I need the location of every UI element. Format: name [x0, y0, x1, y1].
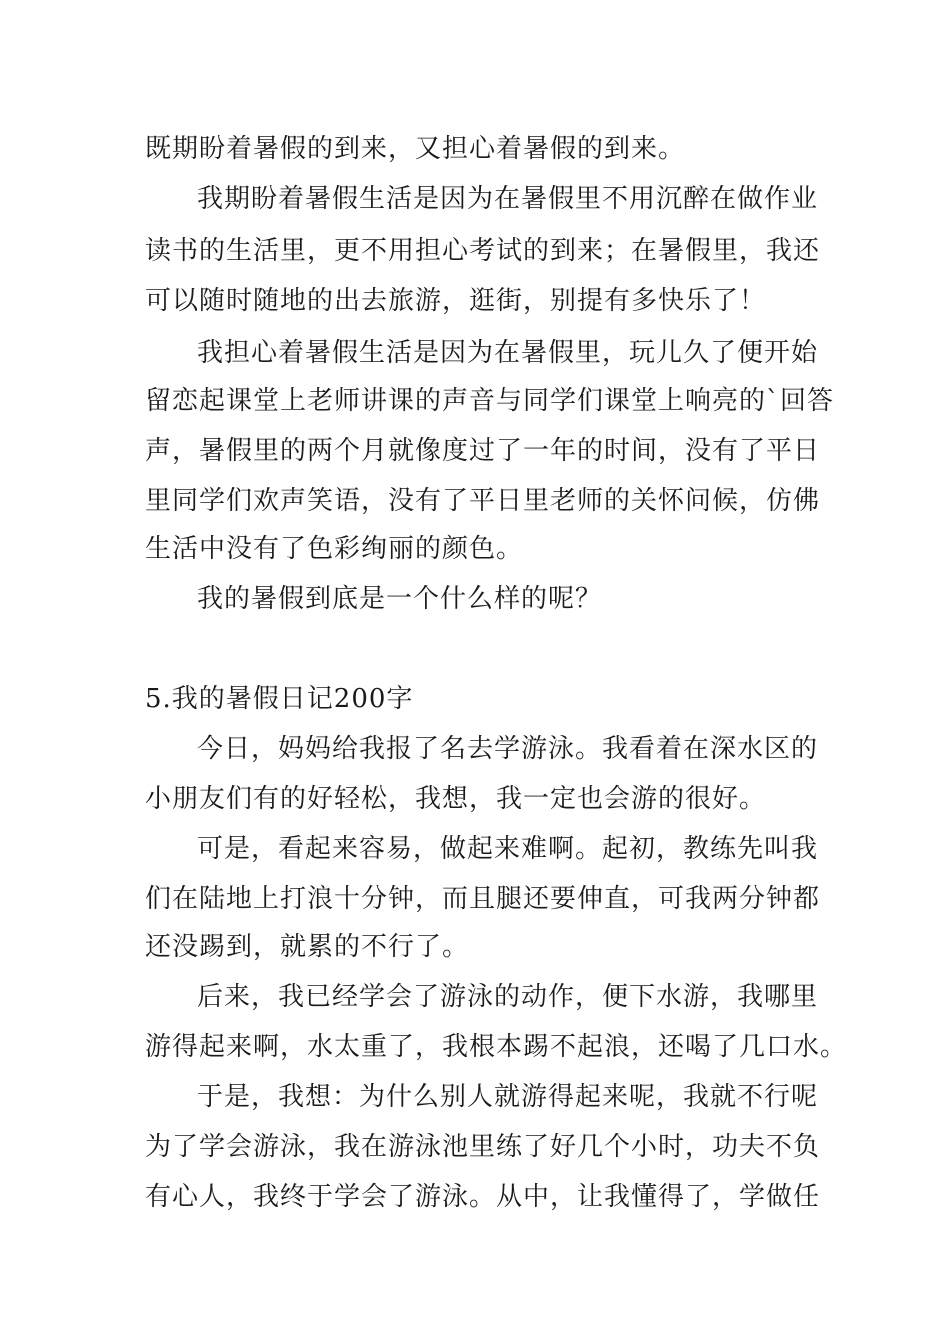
text-line-14: 可是，看起来容易，做起来难啊。起初，教练先叫我: [197, 834, 819, 864]
text-line-10: 我的暑假到底是一个什么样的呢？: [197, 584, 603, 614]
text-line-7: 声，暑假里的两个月就像度过了一年的时间，没有了平日: [145, 436, 821, 466]
text-line-18: 游得起来啊，水太重了，我根本踢不起浪，还喝了几口水。: [145, 1032, 848, 1062]
text-line-6: 留恋起课堂上老师讲课的声音与同学们课堂上响亮的`回答: [145, 386, 835, 416]
text-line-17: 后来，我已经学会了游泳的动作，便下水游，我哪里: [197, 982, 819, 1012]
text-line-13: 小朋友们有的好轻松，我想，我一定也会游的很好。: [145, 784, 767, 814]
text-line-9: 生活中没有了色彩绚丽的颜色。: [145, 534, 524, 564]
text-line-19: 于是，我想：为什么别人就游得起来呢，我就不行呢: [197, 1082, 819, 1112]
text-line-8: 里同学们欢声笑语，没有了平日里老师的关怀问候，仿佛: [145, 486, 821, 516]
text-line-16: 还没踢到，就累的不行了。: [145, 932, 470, 962]
text-line-1: 既期盼着暑假的到来，又担心着暑假的到来。: [145, 134, 686, 164]
text-line-5: 我担心着暑假生活是因为在暑假里，玩儿久了便开始: [197, 338, 819, 368]
text-line-12: 今日，妈妈给我报了名去学游泳。我看着在深水区的: [197, 734, 819, 764]
text-line-2: 我期盼着暑假生活是因为在暑假里不用沉醉在做作业: [197, 184, 819, 214]
text-line-20: 为了学会游泳，我在游泳池里练了好几个小时，功夫不负: [145, 1132, 821, 1162]
section-heading: 5.我的暑假日记200字: [145, 684, 414, 714]
text-line-21: 有心人，我终于学会了游泳。从中，让我懂得了，学做任: [145, 1182, 821, 1212]
text-line-15: 们在陆地上打浪十分钟，而且腿还要伸直，可我两分钟都: [145, 884, 821, 914]
text-line-3: 读书的生活里，更不用担心考试的到来；在暑假里，我还: [145, 236, 821, 266]
text-line-4: 可以随时随地的出去旅游，逛街，别提有多快乐了！: [145, 286, 767, 316]
